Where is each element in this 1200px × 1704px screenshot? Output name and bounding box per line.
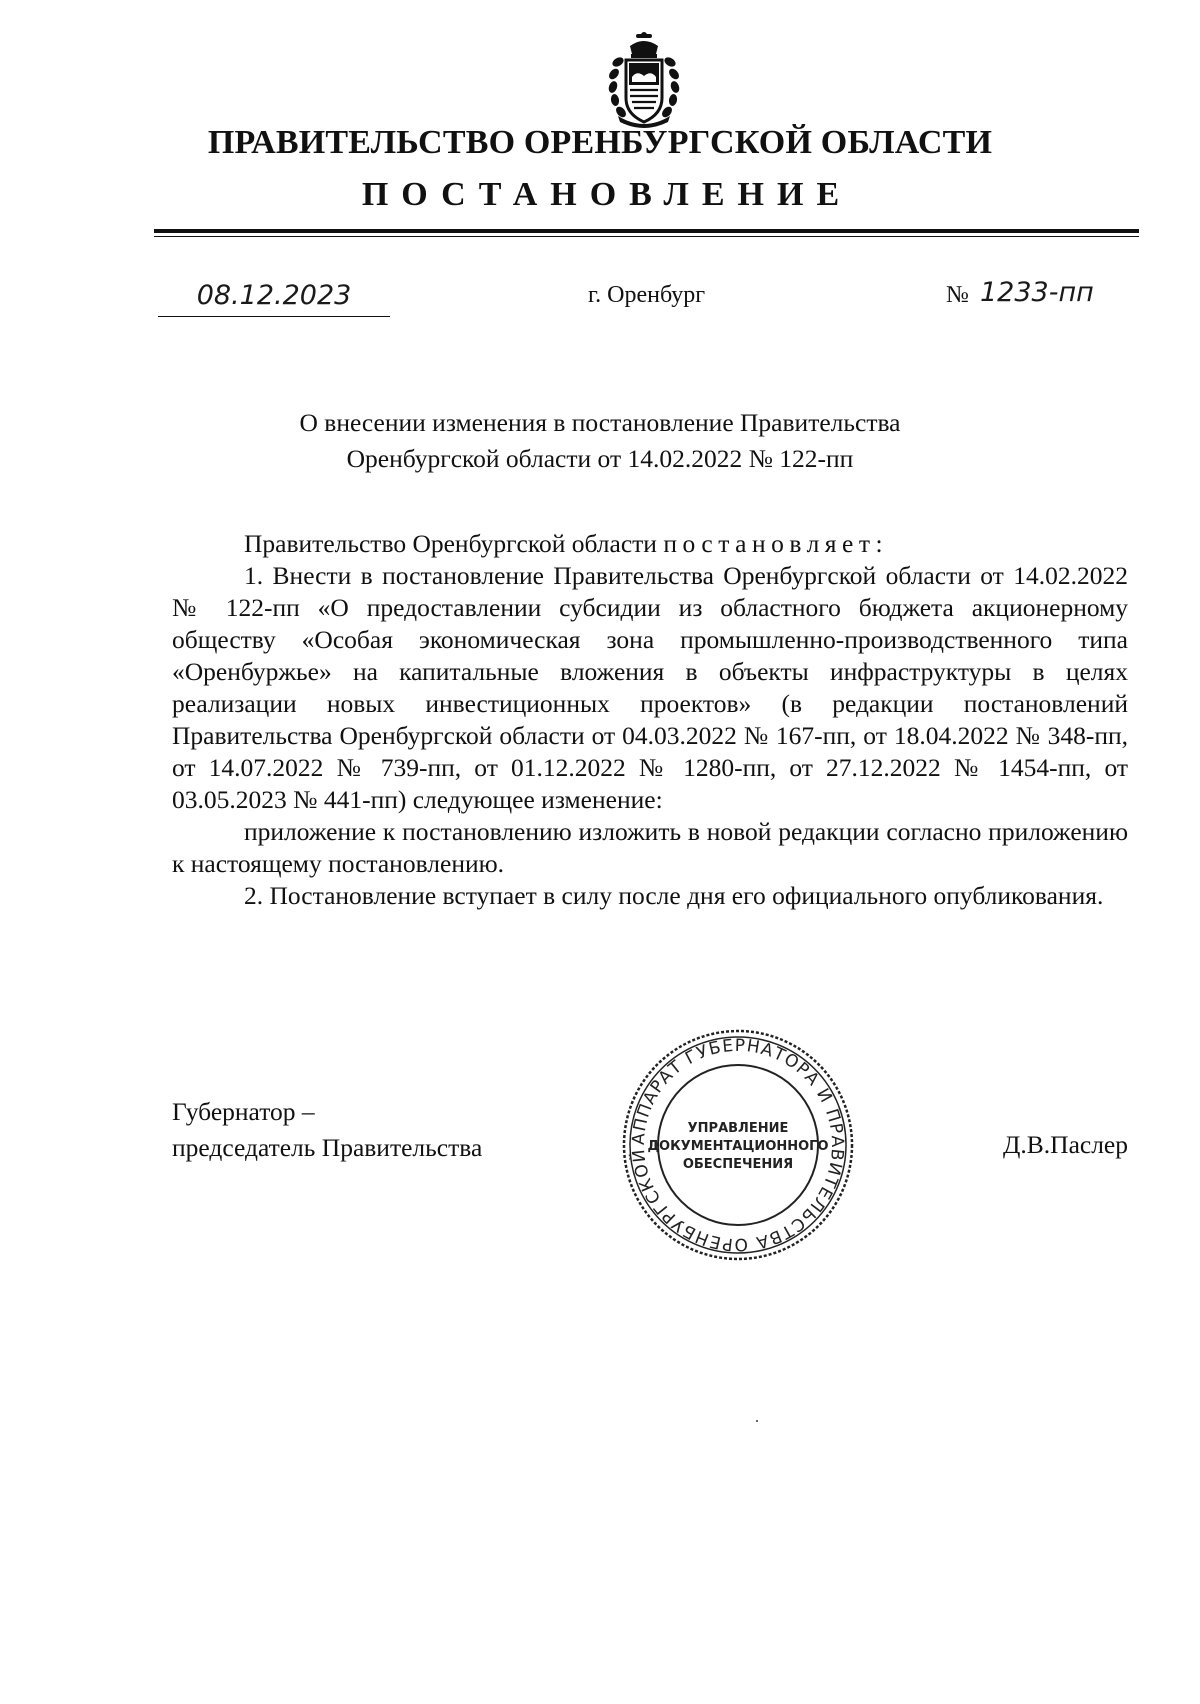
subject-line-2: Оренбургской области от 14.02.2022 № 122-пп: [346, 444, 854, 473]
stamp-center-line-2: ДОКУМЕНТАЦИОННОГО: [647, 1139, 829, 1154]
organization-title: ПРАВИТЕЛЬСТВО ОРЕНБУРГСКОЙ ОБЛАСТИ: [207, 124, 993, 161]
paragraph-amendment: приложение к постановлению изложить в новой редакции согласно приложению к настоящему постановлению.: [172, 817, 1128, 878]
stamp-center-line-3: ОБЕСПЕЧЕНИЯ: [682, 1157, 794, 1172]
document-city: г. Оренбург: [588, 282, 706, 308]
paragraph-2: 2. Постановление вступает в силу после дня его официального опубликования.: [244, 881, 1104, 910]
stamp-center-line-1: УПРАВЛЕНИЕ: [687, 1121, 789, 1136]
official-stamp: [618, 1026, 858, 1264]
document-body: [172, 528, 1128, 912]
signatory-title: [172, 1094, 482, 1166]
signatory-name: Д.В.Паслер: [1003, 1130, 1128, 1159]
header-divider-thin: [154, 236, 1139, 237]
document-type-title: ПОСТАНОВЛЕНИЕ: [361, 176, 853, 213]
paragraph-1: 1. Внести в постановление Правительства Оренбургской области от 14.02.2022 № 122-пп «О предоставлении субсидии из областного бюджета акционерному обществу «Особая экономическая зона промышленно-производственного типа «Оренбуржье» на капитальные вложения в объекты инфраструктуры в целях реализации новых инвестиционных проектов» (в редакции постановлений Правительства Оренбургской области от 04.03.2022 № 167-пп, от 18.04.2022 № 348-пп, от 14.07.2022 № 739-пп, от 01.12.2022 № 1280-пп, от 27.12.2022 № 1454-пп, от 03.05.2023 № 441-пп) следующее изменение:: [172, 561, 1128, 814]
scan-artifact: [756, 1420, 758, 1422]
document-number: 1233-пп: [980, 277, 1094, 308]
document-subject: [0, 405, 1200, 477]
stamp-ring-text: АППАРАТ ГУБЕРНАТОРА И ПРАВИТЕЛЬСТВА ОРЕНБУРГСКОЙ: [628, 1035, 848, 1255]
intro-text: Правительство Оренбургской области: [244, 529, 664, 558]
intro-paragraph: [172, 528, 1128, 560]
coat-of-arms-icon: [604, 32, 684, 128]
signatory-title-line-1: Губернатор –: [172, 1097, 315, 1126]
intro-verb: постановляет: [663, 529, 876, 558]
signatory-title-line-2: председатель Правительства: [172, 1133, 483, 1162]
number-sign: №: [946, 282, 969, 308]
intro-colon: :: [875, 529, 883, 558]
subject-line-1: О внесении изменения в постановление Правительства: [299, 408, 901, 437]
header-divider-thick: [154, 229, 1139, 233]
document-date: 08.12.2023: [158, 280, 390, 317]
